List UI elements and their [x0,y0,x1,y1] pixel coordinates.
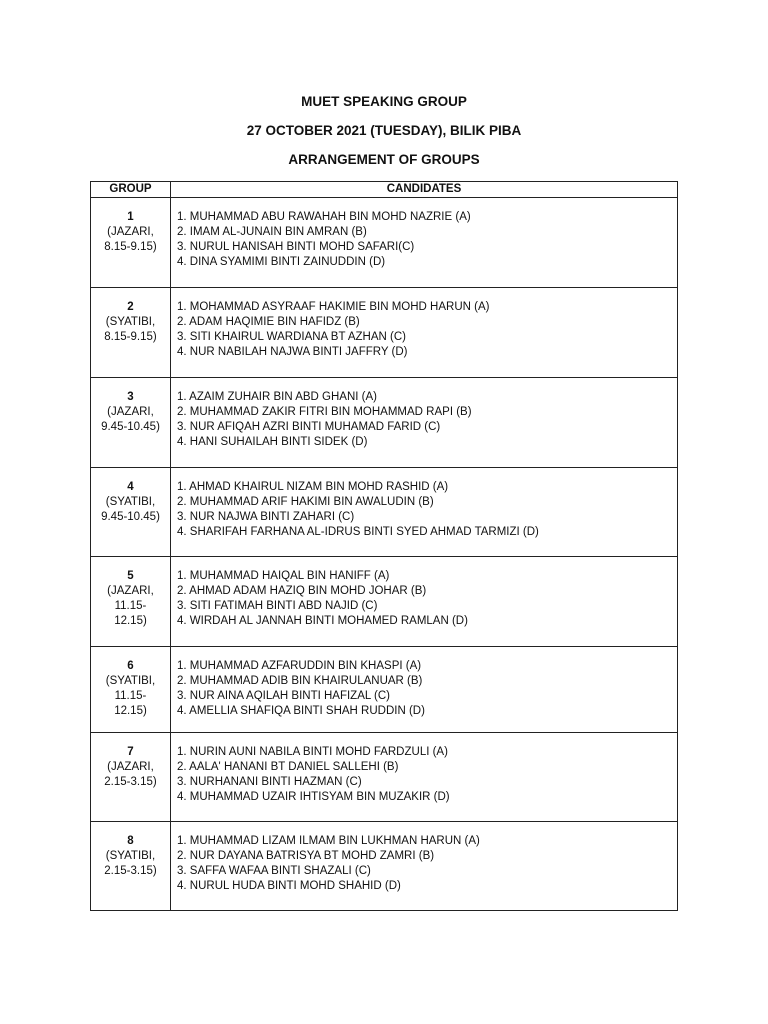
candidate-entry: 1. MUHAMMAD AZFARUDDIN BIN KHASPI (A) [177,660,422,672]
table-row [91,647,678,733]
candidate-entry: 2. MUHAMMAD ARIF HAKIMI BIN AWALUDIN (B) [177,496,434,508]
group-detail: 2.15-3.15) [104,865,157,877]
candidate-entry: 2. IMAM AL-JUNAIN BIN AMRAN (B) [177,226,367,238]
group-cell [91,647,171,733]
table-row [91,378,678,468]
table-row [91,198,678,288]
group-number: 4 [127,481,134,493]
candidate-entry: 2. AALA' HANANI BT DANIEL SALLEHI (B) [177,761,399,773]
candidates-cell [171,647,678,733]
table-header-row [91,182,678,198]
candidate-entry: 1. NURIN AUNI NABILA BINTI MOHD FARDZULI (A) [177,746,448,758]
group-number: 1 [127,211,134,223]
candidate-entry: 1. AHMAD KHAIRUL NIZAM BIN MOHD RASHID (A) [177,481,449,493]
group-detail: (SYATIBI, [105,675,156,687]
candidates-cell [171,468,678,557]
group-detail: (JAZARI, [107,406,154,418]
candidate-entry: 1. AZAIM ZUHAIR BIN ABD GHANI (A) [177,391,378,403]
candidates-cell [171,198,678,288]
table-row [91,822,678,911]
candidates-cell [171,378,678,468]
group-detail: 2.15-3.15) [104,776,157,788]
candidate-entry: 2. NUR DAYANA BATRISYA BT MOHD ZAMRI (B) [177,850,435,862]
date-venue: 27 OCTOBER 2021 (TUESDAY), BILIK PIBA [246,123,522,138]
candidate-entry: 3. SITI KHAIRUL WARDIANA BT AZHAN (C) [177,331,406,343]
candidate-entry: 1. MOHAMMAD ASYRAAF HAKIMIE BIN MOHD HARUN (A) [177,301,490,313]
document-title: MUET SPEAKING GROUP [301,94,467,109]
group-number: 7 [127,746,134,758]
group-detail: 11.15- [114,690,147,702]
candidate-entry: 1. MUHAMMAD HAIQAL BIN HANIFF (A) [177,570,390,582]
candidate-entry: 4. HANI SUHAILAH BINTI SIDEK (D) [177,436,368,448]
candidate-entry: 3. SAFFA WAFAA BINTI SHAZALI (C) [177,865,371,877]
candidate-entry: 4. WIRDAH AL JANNAH BINTI MOHAMED RAMLAN (D) [177,615,468,627]
group-number: 8 [127,835,134,847]
group-detail: 8.15-9.15) [104,241,157,253]
group-detail: 11.15- [114,600,147,612]
candidate-entry: 2. MUHAMMAD ADIB BIN KHAIRULANUAR (B) [177,675,423,687]
candidate-entry: 4. NURUL HUDA BINTI MOHD SHAHID (D) [177,880,401,892]
group-number: 5 [127,570,134,582]
candidate-entry: 2. MUHAMMAD ZAKIR FITRI BIN MOHAMMAD RAPI (B) [177,406,472,418]
table-row [91,557,678,647]
candidate-entry: 4. DINA SYAMIMI BINTI ZAINUDDIN (D) [177,256,386,268]
group-cell [91,557,171,647]
candidates-cell [171,288,678,378]
document-subtitle: ARRANGEMENT OF GROUPS [288,152,480,167]
table-row [91,468,678,557]
candidate-entry: 1. MUHAMMAD ABU RAWAHAH BIN MOHD NAZRIE (A) [177,211,471,223]
candidates-cell [171,733,678,822]
group-detail: (JAZARI, [107,585,154,597]
group-detail: 12.15) [114,615,147,627]
groups-table [90,181,678,911]
group-detail: (SYATIBI, [105,316,156,328]
group-cell [91,198,171,288]
group-detail: (JAZARI, [107,226,154,238]
group-cell [91,733,171,822]
column-header-candidates: CANDIDATES [171,182,678,198]
candidates-cell [171,557,678,647]
candidate-entry: 4. AMELLIA SHAFIQA BINTI SHAH RUDDIN (D) [177,705,425,717]
candidate-entry: 3. NUR AINA AQILAH BINTI HAFIZAL (C) [177,690,391,702]
group-number: 2 [127,301,134,313]
candidate-entry: 2. ADAM HAQIMIE BIN HAFIDZ (B) [177,316,360,328]
group-detail: 9.45-10.45) [101,511,160,523]
column-header-group: GROUP [91,182,171,198]
group-cell [91,468,171,557]
group-cell [91,378,171,468]
group-detail: (SYATIBI, [105,496,156,508]
table-row [91,288,678,378]
candidate-entry: 3. NUR AFIQAH AZRI BINTI MUHAMAD FARID (C) [177,421,441,433]
group-detail: 9.45-10.45) [101,421,160,433]
candidate-entry: 3. NUR NAJWA BINTI ZAHARI (C) [177,511,355,523]
group-cell [91,288,171,378]
table-body [91,198,678,911]
group-detail: 12.15) [114,705,147,717]
candidate-entry: 4. NUR NABILAH NAJWA BINTI JAFFRY (D) [177,346,408,358]
candidate-entry: 4. SHARIFAH FARHANA AL-IDRUS BINTI SYED AHMAD TARMIZI (D) [177,526,539,538]
group-detail: (JAZARI, [107,761,154,773]
group-number: 6 [127,660,134,672]
candidate-entry: 3. SITI FATIMAH BINTI ABD NAJID (C) [177,600,378,612]
candidate-entry: 4. MUHAMMAD UZAIR IHTISYAM BIN MUZAKIR (D) [177,791,450,803]
group-detail: (SYATIBI, [105,850,156,862]
candidate-entry: 3. NURUL HANISAH BINTI MOHD SAFARI(C) [177,241,415,253]
group-number: 3 [127,391,134,403]
candidate-entry: 2. AHMAD ADAM HAZIQ BIN MOHD JOHAR (B) [177,585,427,597]
candidate-entry: 1. MUHAMMAD LIZAM ILMAM BIN LUKHMAN HARUN (A) [177,835,480,847]
candidate-entry: 3. NURHANANI BINTI HAZMAN (C) [177,776,362,788]
table-row [91,733,678,822]
group-detail: 8.15-9.15) [104,331,157,343]
candidates-cell [171,822,678,911]
group-cell [91,822,171,911]
